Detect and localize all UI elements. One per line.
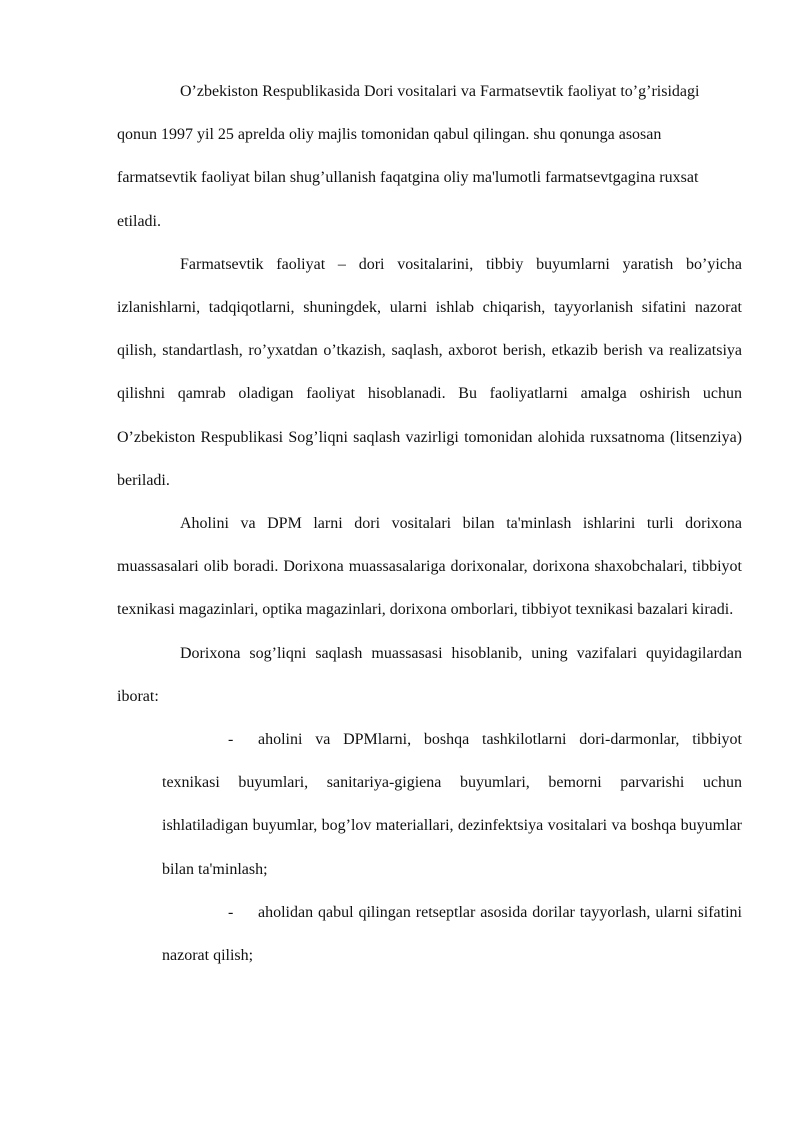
paragraph-pharmacy-institutions: Aholini va DPM larni dori vositalari bilan ta'minlash ishlarini turli dorixona muassasalari olib boradi. Dorixona muassasalariga dorixonalar, dorixona shaxobchalari, tibbiyot texnikasi magazinlari, optika magazinlari, dorixona omborlari, tibbiyot texnikasi bazalari kiradi. (117, 515, 742, 619)
document-page (117, 70, 742, 977)
paragraph-law: O’zbekiston Respublikasida Dori vositalari va Farmatsevtik faoliyat to’g’risidagi qonun 1997 yil 25 aprelda oliy majlis tomonidan qabul qilingan. shu qonunga asosan farmatsevtik faoliyat bilan shug’ullanish faqatgina oliy ma'lumotli farmatsevtgagina ruxsat etiladi. (117, 83, 700, 230)
list-item-text: aholini va DPMlarni, boshqa tashkilotlarni dori-darmonlar, tibbiyot texnikasi buyumlari, sanitariya-gigiena buyumlari, bemorni parvarishi uchun ishlatiladigan buyumlar, bog’lov materiallari, dezinfektsiya vositalari va boshqa buyumlar bilan ta'minlash; (162, 731, 742, 878)
list-dash: - (228, 903, 234, 921)
list-item (162, 718, 742, 891)
paragraph-pharmaceutical-activity: Farmatsevtik faoliyat – dori vositalarini, tibbiy buyumlarni yaratish bo’yicha izlanishlarni, tadqiqotlarni, shuningdek, ularni ishlab chiqarish, tayyorlanish sifatini nazorat qilish, standartlash, ro’yxatdan o’tkazish, saqlash, axborot berish, etkazib berish va realizatsiya qilishni qamrab oladigan faoliyat hisoblanadi. Bu faoliyatlarni amalga oshirish uchun O’zbekiston Respublikasi Sog’liqni saqlash vazirligi tomonidan alohida ruxsatnoma (litsenziya) beriladi. (117, 255, 742, 489)
list-item-text: aholidan qabul qilingan retseptlar asosida dorilar tayyorlash, ularni sifatini nazorat qilish; (162, 903, 742, 965)
paragraph-pharmacy-tasks: Dorixona sog’liqni saqlash muassasasi hisoblanib, uning vazifalari quyidagilardan iborat: (117, 644, 742, 705)
list-item (162, 891, 742, 977)
list-dash: - (228, 731, 234, 749)
